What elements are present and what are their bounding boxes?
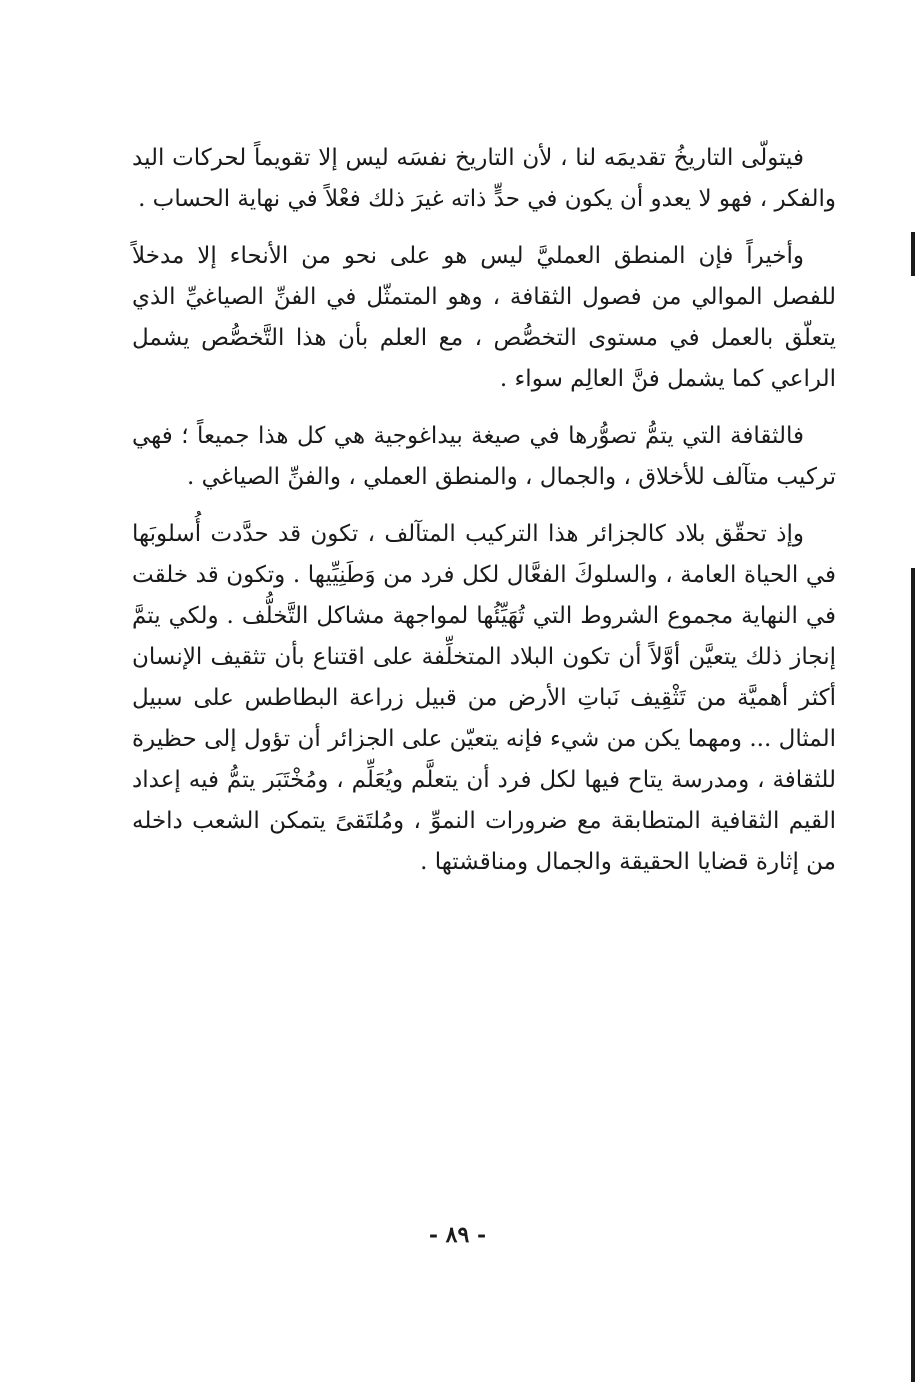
scan-edge-mark <box>911 232 915 276</box>
page-number: - ٨٩ - <box>428 1222 487 1248</box>
scan-edge-mark <box>911 568 915 1382</box>
paragraph-3: فالثقافة التي يتمُّ تصوُّرها في صيغة بيداغوجية هي كل هذا جميعاً ؛ فهي تركيب متآلف للأخلاق ، والجمال ، والمنطق العملي ، والفنِّ الصياغي . <box>132 423 836 490</box>
paragraph-2: وأخيراً فإن المنطق العمليَّ ليس هو على نحو من الأنحاء إلا مدخلاً للفصل الموالي من فصول الثقافة ، وهو المتمثّل في الفنِّ الصياغيِّ الذي يتعلّق بالعمل في مستوى التخصُّص ، مع العلم بأن هذا التَّخصُّص يشمل الراعي كما يشمل فنَّ العالِم سواء . <box>132 243 836 392</box>
paragraph-4: وإذ تحقّق بلاد كالجزائر هذا التركيب المتآلف ، تكون قد حدَّدت أُسلوبَها في الحياة العامة ، والسلوكَ الفعَّال لكل فرد من وَطَنِيِّيها . وتكون قد خلقت في النهاية مجموع الشروط التي تُهَيِّئُها لمواجهة مشاكل التَّخلُّف . ولكي يتمَّ إنجاز ذلك يتعيَّن أوَّلاً أن تكون البلاد المتخلِّفة على اقتناع بأن تثقيف الإنسان أكثر أهميَّة من تَثْقِيف نَباتِ الأرض من قبيل زراعة البطاطس على سبيل المثال ... ومهما يكن من شيء فإنه يتعيّن على الجزائر أن تؤول إلى حظيرة للثقافة ، ومدرسة يتاح فيها لكل فرد أن يتعلَّم ويُعَلِّم ، ومُخْتَبَر يتمُّ فيه إعداد القيم الثقافية المتطابقة مع ضرورات النموِّ ، ومُلتَقىً يتمكن الشعب داخله من إثارة قضايا الحقيقة والجمال ومناقشتها . <box>132 521 836 875</box>
body-text <box>132 138 836 899</box>
paragraph-1: فيتولّى التاريخُ تقديمَه لنا ، لأن التاريخ نفسَه ليس إلا تقويماً لحركات اليد والفكر ، فهو لا يعدو أن يكون في حدٍّ ذاته غيرَ ذلك فعْلاً في نهاية الحساب . <box>132 145 836 212</box>
